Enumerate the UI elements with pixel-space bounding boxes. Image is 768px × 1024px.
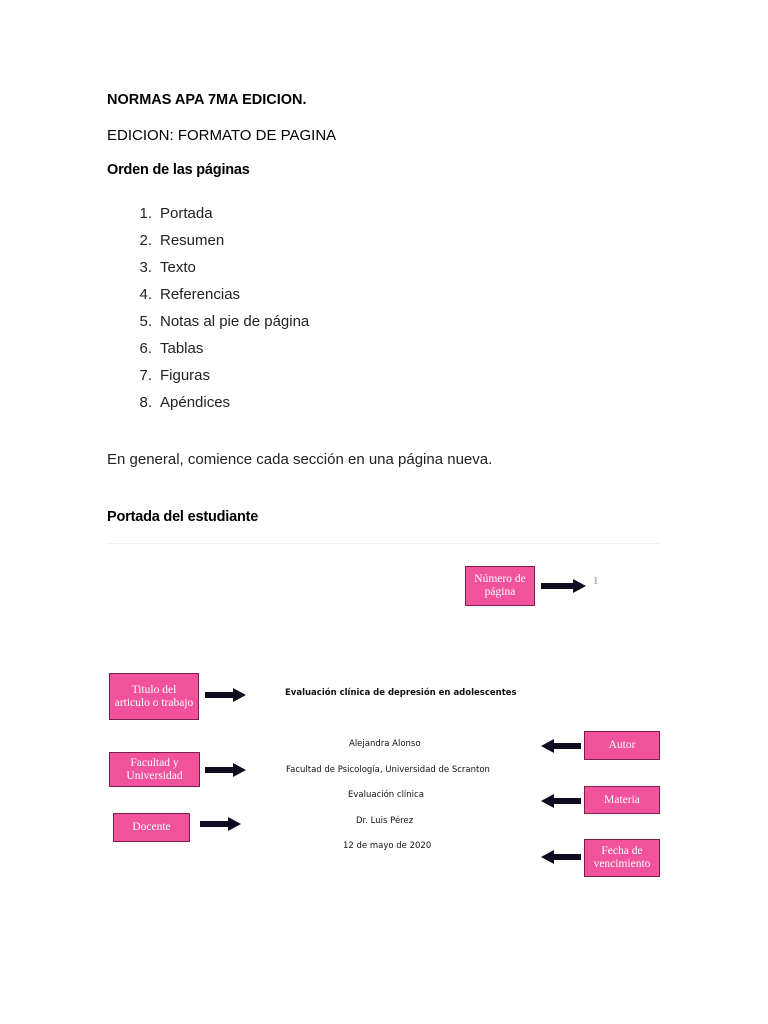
arrow-left-icon xyxy=(541,793,581,809)
divider xyxy=(107,543,660,544)
list-item: 2. Resumen xyxy=(139,232,225,249)
arrow-right-icon xyxy=(205,762,247,778)
list-item: 5. Notas al pie de página xyxy=(139,313,310,330)
list-item: 7. Figuras xyxy=(139,367,211,384)
order-heading: Orden de las páginas xyxy=(107,162,250,178)
list-item: 1. Portada xyxy=(139,205,213,222)
cover-page-number: 1 xyxy=(593,575,599,587)
cover-subject: Evaluación clínica xyxy=(348,790,424,800)
list-item: 6. Tablas xyxy=(139,340,204,357)
cover-teacher: Dr. Luis Pérez xyxy=(356,816,414,826)
label-subject: Materia xyxy=(584,786,660,814)
label-author: Autor xyxy=(584,731,660,760)
label-title: Titulo del articulo o trabajo xyxy=(109,673,199,720)
arrow-left-icon xyxy=(541,849,581,865)
arrow-right-icon xyxy=(205,687,247,703)
cover-date: 12 de mayo de 2020 xyxy=(343,841,432,851)
label-due-date: Fecha de vencimiento xyxy=(584,839,660,877)
label-page-number: Número de página xyxy=(465,566,535,606)
document-title: NORMAS APA 7MA EDICION. xyxy=(107,92,307,108)
cover-author: Alejandra Alonso xyxy=(349,739,421,749)
list-item: 4. Referencias xyxy=(139,286,241,303)
label-teacher: Docente xyxy=(113,813,190,842)
document-subtitle: EDICION: FORMATO DE PAGINA xyxy=(107,127,337,144)
paragraph: En general, comience cada sección en una página nueva. xyxy=(107,451,493,468)
cover-title: Evaluación clínica de depresión en adolescentes xyxy=(285,688,517,698)
order-list xyxy=(128,205,309,421)
arrow-left-icon xyxy=(541,738,581,754)
arrow-right-icon xyxy=(541,578,587,594)
arrow-right-icon xyxy=(200,816,242,832)
list-item: 3. Texto xyxy=(139,259,196,276)
list-item: 8. Apéndices xyxy=(139,394,231,411)
cover-heading: Portada del estudiante xyxy=(107,509,259,525)
cover-faculty: Facultad de Psicología, Universidad de Scranton xyxy=(286,765,490,775)
label-faculty: Facultad y Universidad xyxy=(109,752,200,787)
